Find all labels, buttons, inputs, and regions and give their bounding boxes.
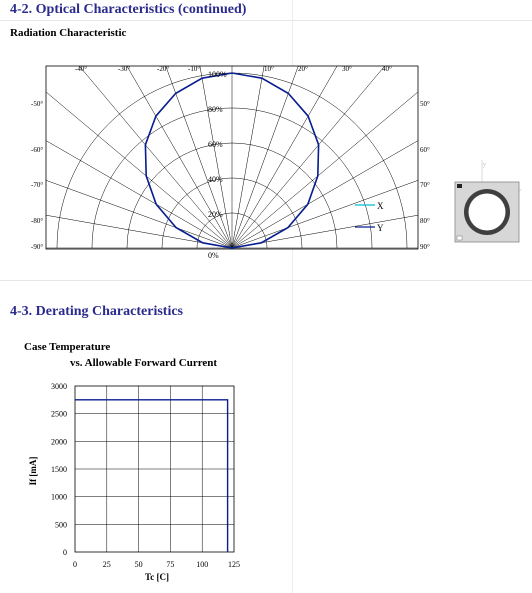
polar-angle-label: 80°: [420, 217, 430, 225]
derating-x-tick: 125: [228, 560, 240, 569]
derating-x-tick: 0: [73, 560, 77, 569]
derating-chart-subtitle: vs. Allowable Forward Current: [70, 357, 218, 369]
polar-angle-label: -40°: [75, 65, 88, 73]
y-axis-label: If [mA]: [28, 456, 38, 486]
polar-angle-label: 20°: [298, 65, 308, 73]
derating-x-tick: 50: [134, 560, 143, 569]
polar-radial-label: 60%: [208, 140, 223, 149]
polar-angle-label: -10°: [188, 65, 201, 73]
derating-title: 4-3. Derating Characteristics: [10, 304, 184, 319]
polar-radial-label: 100%: [208, 70, 227, 79]
polar-angle-label: 60°: [420, 146, 430, 154]
derating-x-tick: 100: [196, 560, 209, 569]
derating-y-tick: 3000: [51, 382, 67, 391]
derating-chart: [0, 370, 300, 593]
derating-y-tick: 2500: [51, 409, 67, 419]
polar-angle-label: -20°: [157, 65, 170, 73]
polar-radial-label: 40%: [208, 175, 223, 184]
derating-x-tick: 75: [166, 560, 175, 569]
radiation-subtitle: Radiation Characteristic: [10, 27, 127, 39]
legend-x-label: X: [377, 201, 384, 211]
polar-angle-label: 40°: [382, 65, 392, 73]
polar-angle-label: 50°: [420, 100, 430, 108]
legend-y-label: Y: [377, 223, 384, 233]
package-diagram-icon: [452, 160, 524, 250]
svg-text:y: y: [483, 162, 486, 168]
derating-y-tick: 1000: [51, 492, 67, 502]
x-axis-label: Tc [C]: [145, 572, 169, 582]
polar-radial-label: 20%: [208, 210, 223, 219]
polar-angle-label: 70°: [420, 181, 430, 189]
optical-title: 4-2. Optical Characteristics (continued): [10, 2, 247, 17]
derating-y-tick: 0: [63, 548, 67, 557]
polar-radial-label: 0%: [208, 251, 219, 260]
polar-angle-label: -70°: [31, 181, 44, 189]
derating-y-tick: 1500: [51, 465, 67, 474]
polar-angle-label: -50°: [31, 100, 44, 108]
derating-x-tick: 25: [102, 560, 111, 569]
polar-angle-label: -90°: [31, 243, 44, 251]
polar-radial-label: 80%: [208, 105, 223, 114]
polar-angle-label: 90°: [420, 243, 430, 251]
polar-angle-label: -80°: [31, 217, 44, 225]
case-temperature-label: Case Temperature: [24, 341, 111, 353]
polar-angle-label: -60°: [31, 146, 44, 154]
polar-angle-label: 30°: [342, 65, 352, 73]
polar-angle-label: -30°: [118, 65, 131, 73]
derating-y-tick: 500: [55, 520, 67, 530]
polar-angle-label: 10°: [264, 65, 274, 73]
derating-y-tick: 2000: [51, 437, 67, 447]
